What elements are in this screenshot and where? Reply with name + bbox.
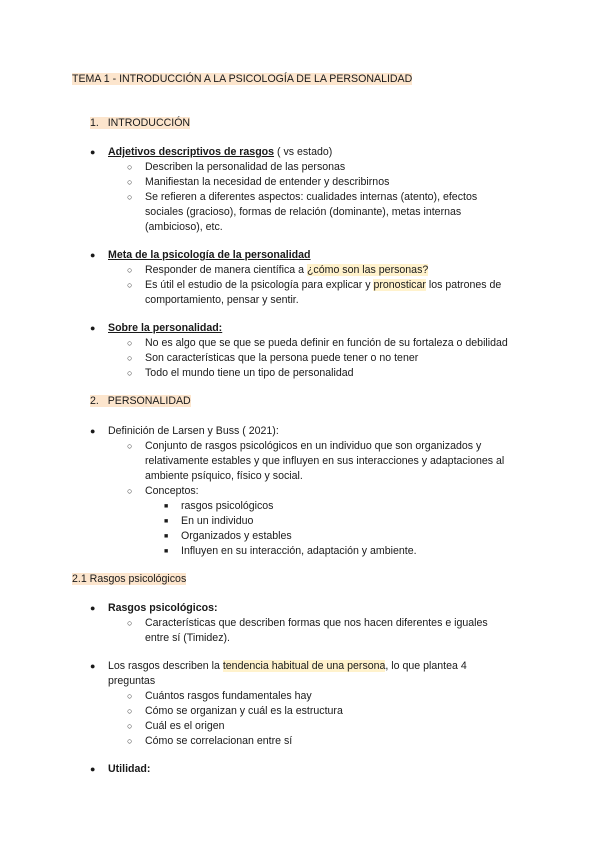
- bullet-disc-icon: ●: [90, 426, 96, 436]
- los-rasgos-text: Los rasgos describen la: [108, 660, 223, 672]
- bullet-disc-icon: ●: [90, 764, 96, 774]
- list-item: Influyen en su interacción, adaptación y ambiente.: [181, 545, 417, 557]
- bullet-square-icon: ■: [164, 518, 169, 525]
- meta-title: Meta de la psicología de la personalidad: [108, 249, 311, 261]
- definicion-heading: Definición de Larsen y Buss ( 2021):: [108, 425, 279, 437]
- adjetivos-suffix: ( vs estado): [274, 146, 333, 158]
- section-heading-highlight: [90, 117, 190, 129]
- sobre-heading: [108, 321, 222, 336]
- section-number: 2.: [90, 395, 99, 407]
- sobre-title: Sobre la personalidad:: [108, 322, 223, 334]
- list-item: Cuántos rasgos fundamentales hay: [145, 690, 312, 702]
- bullet-square-icon: ■: [164, 533, 169, 540]
- bullet-circle-icon: ○: [127, 736, 133, 746]
- los-rasgos-paragraph: [108, 659, 467, 674]
- section-number: 1.: [90, 117, 99, 129]
- bullet-circle-icon: ○: [127, 280, 133, 290]
- bullet-circle-icon: ○: [127, 691, 133, 701]
- list-item: Todo el mundo tiene un tipo de personalidad: [145, 367, 354, 379]
- section-heading-personalidad: [90, 394, 191, 409]
- meta-item1-text: Responder de manera científica a: [145, 264, 307, 276]
- bullet-square-icon: ■: [164, 548, 169, 555]
- bullet-circle-icon: ○: [127, 618, 133, 628]
- rasgos-title: Rasgos psicológicos:: [108, 602, 218, 614]
- los-rasgos-continued: preguntas: [108, 675, 156, 687]
- bullet-circle-icon: ○: [127, 192, 133, 202]
- meta-item2-text: Es útil el estudio de la psicología para explicar y: [145, 279, 374, 291]
- bullet-circle-icon: ○: [127, 368, 133, 378]
- doc-title-text: TEMA 1 - INTRODUCCIÓN A LA PSICOLOGÍA DE LA PERSONALIDAD: [72, 73, 413, 85]
- bullet-circle-icon: ○: [127, 265, 133, 275]
- bullet-circle-icon: ○: [127, 338, 133, 348]
- meta-item1-highlight: ¿cómo son las personas?: [306, 264, 429, 276]
- bullet-disc-icon: ●: [90, 603, 96, 613]
- adjetivos-heading: [108, 145, 332, 160]
- list-item: Son características que la persona puede tener o no tener: [145, 352, 419, 364]
- list-item: Cuál es el origen: [145, 720, 225, 732]
- list-item-continued: entre sí (Timidez).: [145, 632, 230, 644]
- list-item: Describen la personalidad de las personas: [145, 161, 346, 173]
- section-label: INTRODUCCIÓN: [107, 117, 191, 129]
- los-rasgos-highlight: tendencia habitual de una persona: [222, 660, 386, 672]
- list-item: Manifiestan la necesidad de entender y describirnos: [145, 176, 390, 188]
- bullet-circle-icon: ○: [127, 721, 133, 731]
- los-rasgos-post: , lo que plantea 4: [385, 660, 467, 672]
- bullet-circle-icon: ○: [127, 177, 133, 187]
- list-item: rasgos psicológicos: [181, 500, 274, 512]
- list-item-continued: (ambicioso), etc.: [145, 221, 223, 233]
- list-item: [145, 278, 501, 293]
- bullet-disc-icon: ●: [90, 250, 96, 260]
- doc-title: [72, 72, 412, 87]
- bullet-circle-icon: ○: [127, 486, 133, 496]
- list-item: Cómo se organizan y cuál es la estructura: [145, 705, 343, 717]
- list-item: Características que describen formas que nos hacen diferentes e iguales: [145, 617, 488, 629]
- meta-heading: [108, 248, 311, 263]
- list-item-continued: comportamiento, pensar y sentir.: [145, 294, 299, 306]
- list-item: En un individuo: [181, 515, 254, 527]
- list-item-continued: sociales (gracioso), formas de relación (dominante), metas internas: [145, 206, 462, 218]
- section-heading-highlight: [90, 395, 191, 407]
- list-item: Se refieren a diferentes aspectos: cualidades internas (atento), efectos: [145, 191, 478, 203]
- list-item: Cómo se correlacionan entre sí: [145, 735, 293, 747]
- bullet-circle-icon: ○: [127, 706, 133, 716]
- subsection-heading-rasgos: [72, 572, 186, 587]
- bullet-circle-icon: ○: [127, 441, 133, 451]
- subsection-label: 2.1 Rasgos psicológicos: [72, 573, 187, 585]
- section-heading-introduccion: [90, 116, 190, 131]
- section-label: PERSONALIDAD: [107, 395, 191, 407]
- list-item: No es algo que se que se pueda definir en función de su fortaleza o debilidad: [145, 337, 508, 349]
- bullet-disc-icon: ●: [90, 661, 96, 671]
- rasgos-heading: [108, 601, 218, 616]
- bullet-disc-icon: ●: [90, 323, 96, 333]
- adjetivos-title: Adjetivos descriptivos de rasgos: [108, 146, 275, 158]
- bullet-circle-icon: ○: [127, 353, 133, 363]
- meta-item2-post: los patrones de: [425, 279, 502, 291]
- list-item-continued: ambiente psíquico, físico y social.: [145, 470, 303, 482]
- bullet-disc-icon: ●: [90, 147, 96, 157]
- list-item: [145, 263, 428, 278]
- utilidad-title: Utilidad:: [108, 763, 151, 775]
- list-item: Organizados y estables: [181, 530, 292, 542]
- list-item-continued: relativamente estables y que influyen en sus interacciones y adaptaciones al: [145, 455, 505, 467]
- bullet-square-icon: ■: [164, 503, 169, 510]
- meta-item2-highlight: pronosticar: [373, 279, 426, 291]
- utilidad-heading: [108, 762, 150, 777]
- list-item: Conjunto de rasgos psicológicos en un individuo que son organizados y: [145, 440, 482, 452]
- bullet-circle-icon: ○: [127, 162, 133, 172]
- conceptos-label: Conceptos:: [145, 485, 199, 497]
